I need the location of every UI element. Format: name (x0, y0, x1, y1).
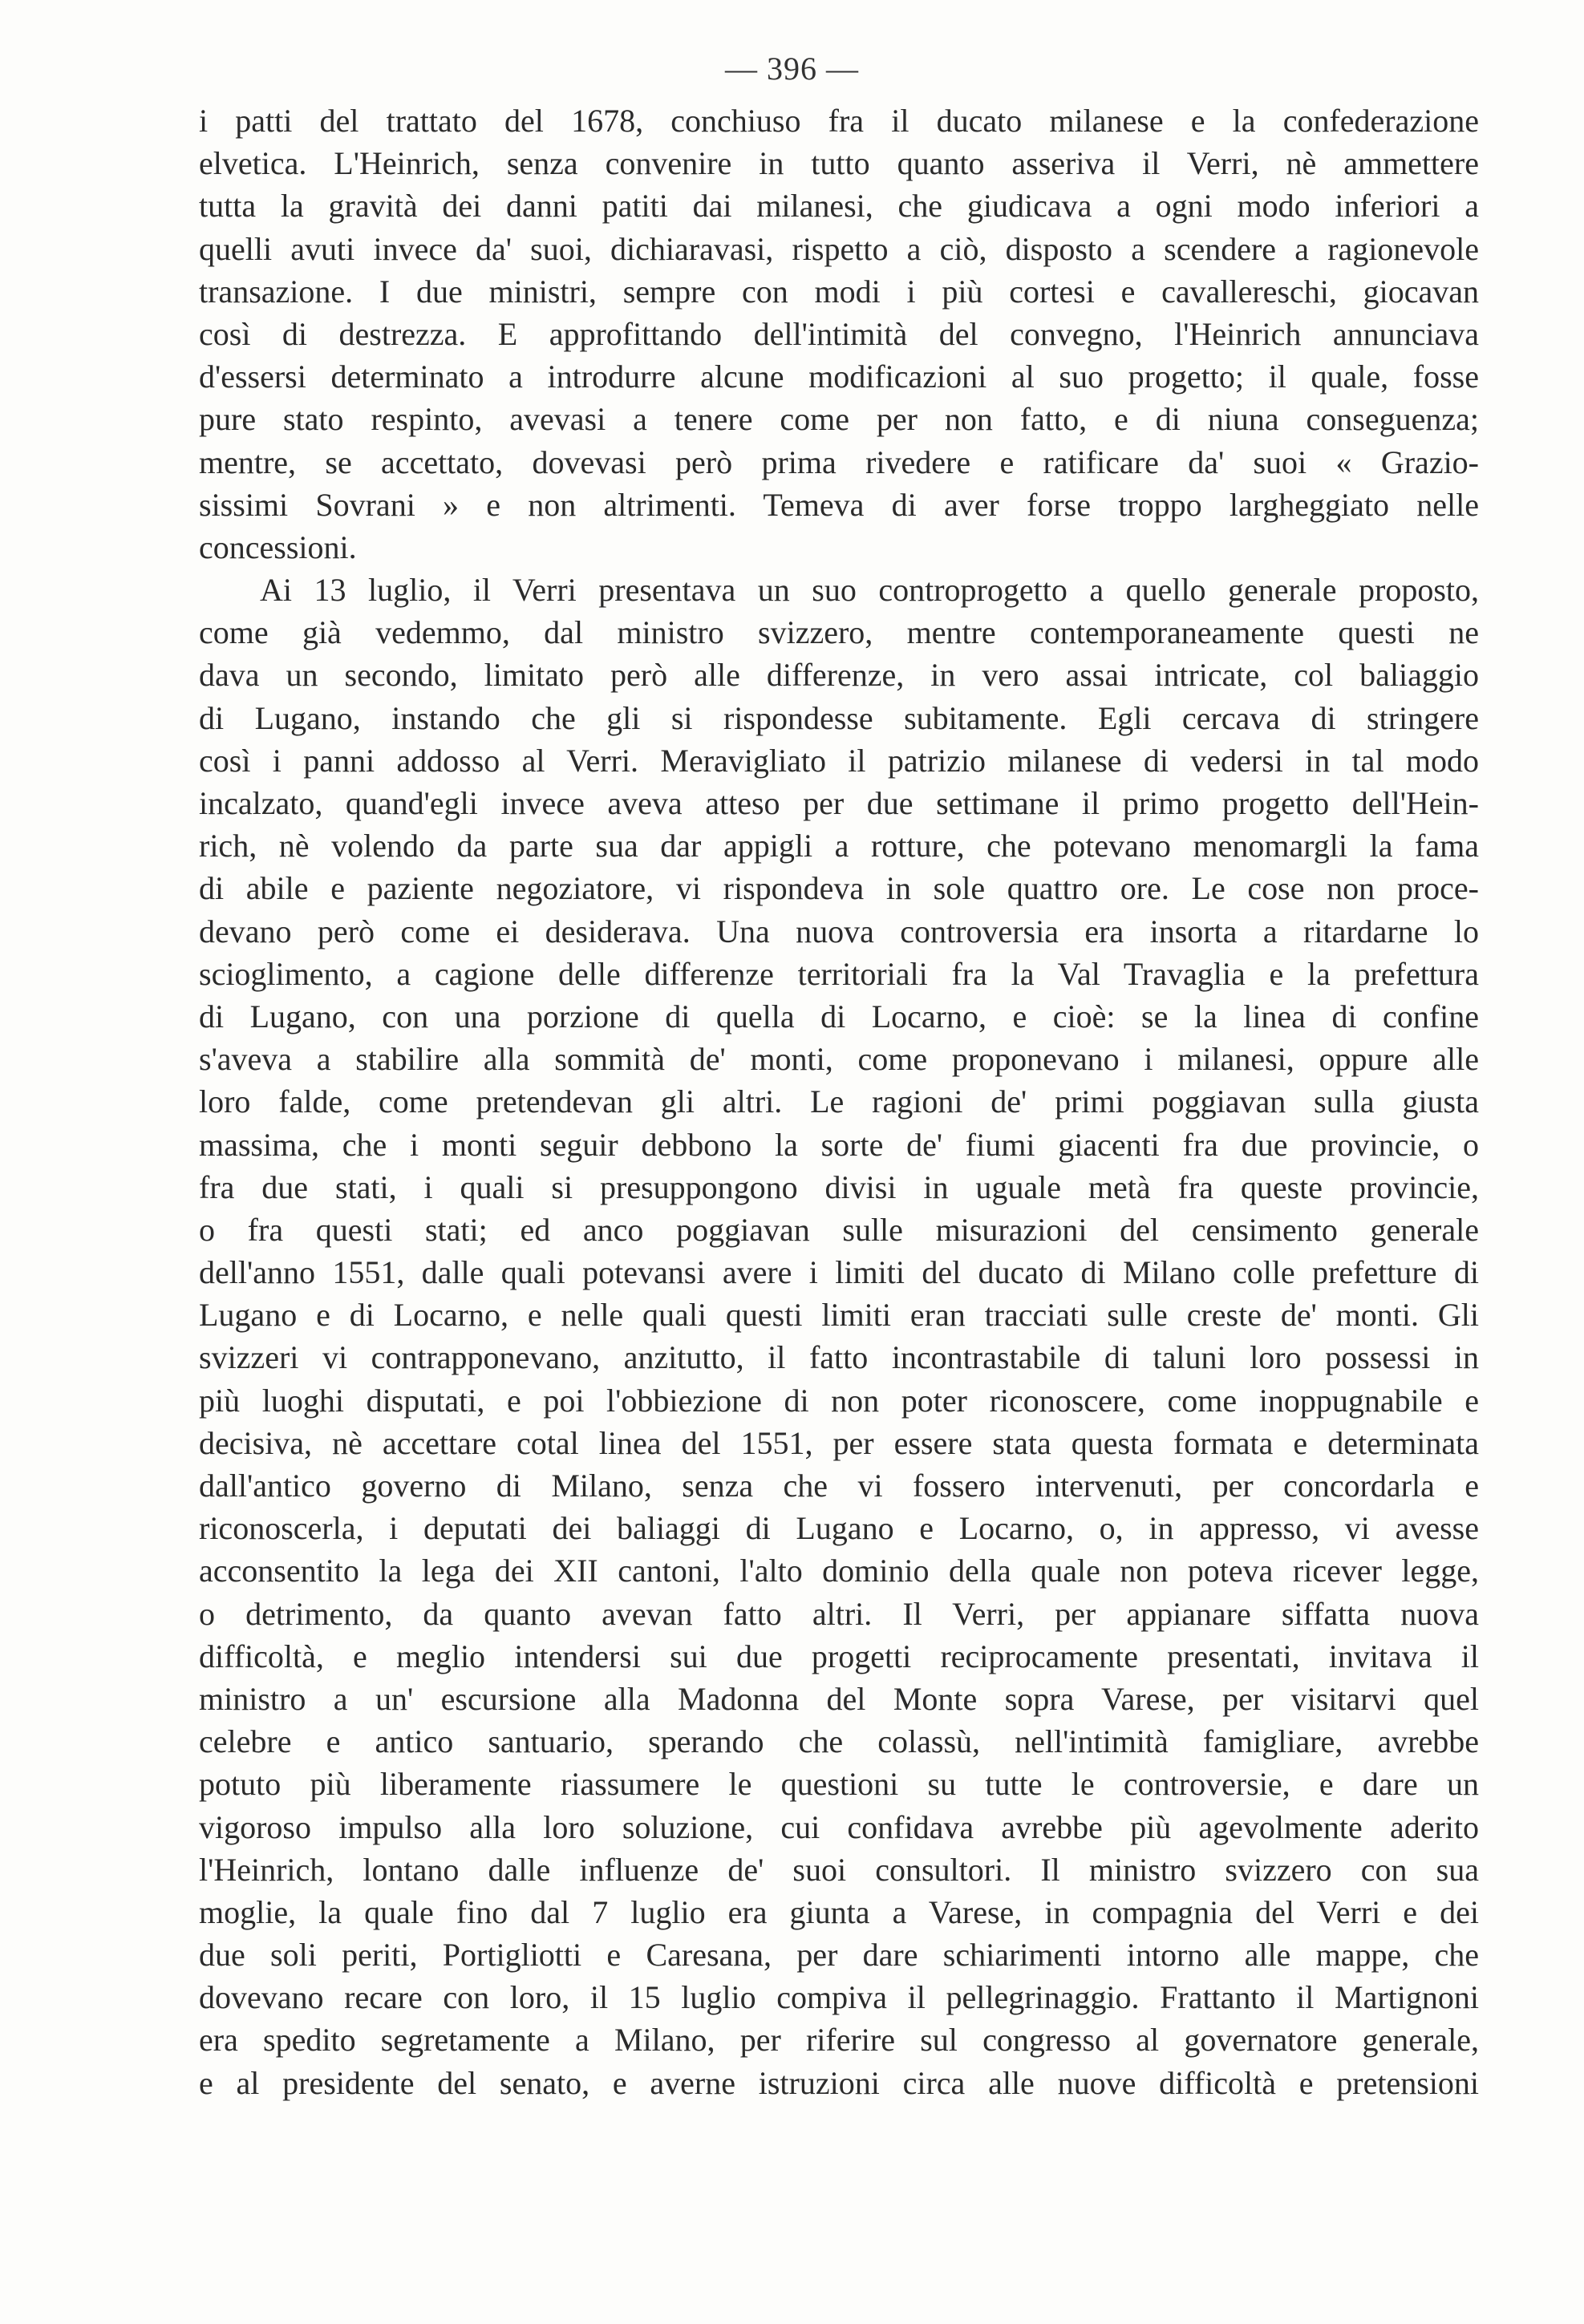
text-line: di Lugano, instando che gli si rispondesse subitamente. Egli cercava di stringere (199, 699, 1479, 736)
text-line: quelli avuti invece da' suoi, dichiaravasi, rispetto a ciò, disposto a scendere a ragionevole (199, 230, 1479, 267)
text-line: così di destrezza. E approfittando dell'intimità del convegno, l'Heinrich annunciava (199, 315, 1479, 352)
text-line: potuto più liberamente riassumere le questioni su tutte le controversie, e dare un (199, 1766, 1479, 1803)
text-line: sissimi Sovrani » e non altrimenti. Temeva di aver forse troppo largheggiato nelle (199, 486, 1479, 523)
text-line: difficoltà, e meglio intendersi sui due progetti reciprocamente presentati, invitava il (199, 1638, 1479, 1674)
text-line: transazione. I due ministri, sempre con modi i più cortesi e cavallereschi, giocavan (199, 273, 1479, 310)
text-line: ministro a un' escursione alla Madonna del Monte sopra Varese, per visitarvi quel (199, 1680, 1479, 1717)
text-line: dell'anno 1551, dalle quali potevansi avere i limiti del ducato di Milano colle prefetture di (199, 1254, 1479, 1291)
text-line: devano però come ei desiderava. Una nuova controversia era insorta a ritardarne lo (199, 913, 1479, 949)
text-line: riconoscerla, i deputati dei baliaggi di Lugano e Locarno, o, in appresso, vi avesse (199, 1510, 1479, 1547)
body-text (199, 99, 1479, 2104)
text-line: pure stato respinto, avevasi a tenere come per non fatto, e di niuna conseguenza; (199, 401, 1479, 438)
text-line: vigoroso impulso alla loro soluzione, cui confidava avrebbe più agevolmente aderito (199, 1808, 1479, 1845)
text-line: tutta la gravità dei danni patiti dai milanesi, che giudicava a ogni modo inferiori a (199, 188, 1479, 225)
text-line: svizzeri vi contrapponevano, anzitutto, il fatto incontrastabile di taluni loro possessi in (199, 1339, 1479, 1376)
text-line: o fra questi stati; ed anco poggiavan sulle misurazioni del censimento generale (199, 1211, 1479, 1248)
text-line: elvetica. L'Heinrich, senza convenire in tutto quanto asseriva il Verri, nè ammettere (199, 145, 1479, 182)
text-line: Ai 13 luglio, il Verri presentava un suo controprogetto a quello generale proposto, (260, 572, 1479, 609)
text-line: di abile e paziente negoziatore, vi rispondeva in sole quattro ore. Le cose non proce- (199, 870, 1479, 907)
page-number: — 396 — (725, 51, 859, 87)
text-line: decisiva, nè accettare cotal linea del 1551, per essere stata questa formata e determinata (199, 1424, 1479, 1461)
text-line: era spedito segretamente a Milano, per riferire sul congresso al governatore generale, (199, 2022, 1479, 2059)
text-line: fra due stati, i quali si presuppongono divisi in uguale metà fra queste provincie, (199, 1168, 1479, 1205)
text-line: dovevano recare con loro, il 15 luglio compiva il pellegrinaggio. Frattanto il Martignoni (199, 1979, 1479, 2016)
text-line: così i panni addosso al Verri. Meravigliato il patrizio milanese di vedersi in tal modo (199, 742, 1479, 779)
text-line: celebre e antico santuario, sperando che colassù, nell'intimità famigliare, avrebbe (199, 1723, 1479, 1760)
text-line: e al presidente del senato, e averne istruzioni circa alle nuove difficoltà e pretensioni (199, 2064, 1479, 2101)
text-line: concessioni. (199, 528, 357, 565)
text-line: l'Heinrich, lontano dalle influenze de' suoi consultori. Il ministro svizzero con sua (199, 1851, 1479, 1888)
text-line: incalzato, quand'egli invece aveva atteso per due settimane il primo progetto dell'Hein- (199, 785, 1479, 821)
text-line: due soli periti, Portigliotti e Caresana, per dare schiarimenti intorno alle mappe, che (199, 1937, 1479, 1974)
text-line: loro falde, come pretendevan gli altri. Le ragioni de' primi poggiavan sulla giusta (199, 1083, 1479, 1120)
text-line: come già vedemmo, dal ministro svizzero, mentre contemporaneamente questi ne (199, 614, 1479, 651)
text-line: moglie, la quale fino dal 7 luglio era giunta a Varese, in compagnia del Verri e dei (199, 1893, 1479, 1930)
text-line: acconsentito la lega dei XII cantoni, l'alto dominio della quale non poteva ricever legge, (199, 1553, 1479, 1589)
text-line: d'essersi determinato a introdurre alcune modificazioni al suo progetto; il quale, fosse (199, 358, 1479, 395)
text-line: più luoghi disputati, e poi l'obbiezione di non poter riconoscere, come inoppugnabile e (199, 1382, 1479, 1419)
text-line: scioglimento, a cagione delle differenze territoriali fra la Val Travaglia e la prefettura (199, 955, 1479, 992)
text-line: dall'antico governo di Milano, senza che vi fossero intervenuti, per concordarla e (199, 1468, 1479, 1504)
text-line: di Lugano, con una porzione di quella di Locarno, e cioè: se la linea di confine (199, 998, 1479, 1034)
text-line: o detrimento, da quanto avevan fatto altri. Il Verri, per appianare siffatta nuova (199, 1595, 1479, 1632)
text-line: mentre, se accettato, dovevasi però prima rivedere e ratificare da' suoi « Grazio- (199, 443, 1479, 480)
text-line: rich, nè volendo da parte sua dar appigli a rotture, che potevano menomargli la fama (199, 828, 1479, 864)
text-line: massima, che i monti seguir debbono la sorte de' fiumi giacenti fra due provincie, o (199, 1126, 1479, 1163)
text-line: Lugano e di Locarno, e nelle quali questi limiti eran tracciati sulle creste de' monti. Gli (199, 1297, 1479, 1334)
text-line: i patti del trattato del 1678, conchiuso fra il ducato milanese e la confederazione (199, 103, 1479, 139)
text-line: s'aveva a stabilire alla sommità de' monti, come proponevano i milanesi, oppure alle (199, 1041, 1479, 1078)
text-line: dava un secondo, limitato però alle differenze, in vero assai intricate, col baliaggio (199, 657, 1479, 694)
